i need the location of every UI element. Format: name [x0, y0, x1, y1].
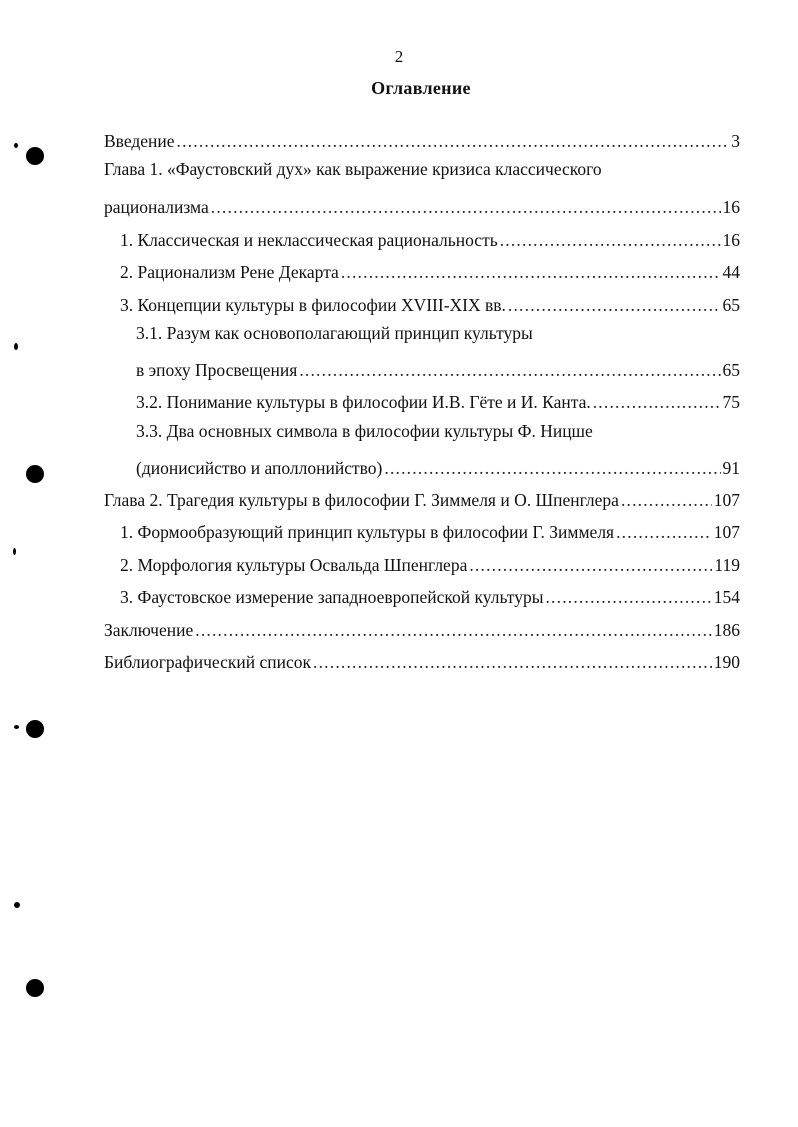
toc-leader: [616, 521, 712, 543]
toc-entry-page: 154: [713, 587, 740, 607]
scan-speck: [14, 343, 18, 350]
toc-entry-title: 1. Формообразующий принцип культуры в философии Г. Зиммеля: [120, 522, 615, 542]
toc-entry-subsection-3-1-line-2: [136, 355, 740, 381]
toc-leader: [195, 619, 712, 641]
toc-entry-title: 1. Классическая и неклассическая рациональность: [120, 230, 498, 250]
toc-entry-page: 75: [722, 392, 740, 412]
toc-entry-page: 65: [722, 295, 740, 315]
toc-entry-subsection-3-3-line-1: [136, 420, 740, 446]
toc-entry-title: 3.1. Разум как основополагающий принцип культуры: [136, 323, 533, 343]
toc-entry-page: 107: [713, 490, 740, 510]
toc-entry-section-2-2: [120, 550, 740, 576]
toc-leader: [545, 586, 711, 608]
toc-entry-page: 44: [722, 262, 740, 282]
toc-entry-section-1-2: [120, 257, 740, 283]
toc-entry-title: Глава 2. Трагедия культуры в философии Г. Зиммеля и О. Шпенглера: [104, 490, 619, 510]
page-number: 2: [394, 47, 404, 66]
toc-entry-page: 91: [722, 458, 740, 478]
scan-speck: [14, 143, 18, 148]
toc-leader: [211, 196, 721, 218]
toc-entry-title: (дионисийство и аполлонийство): [136, 458, 383, 478]
toc-entry-section-1-3: [120, 290, 740, 316]
toc-entry-title: 3. Фаустовское измерение западноевропейской культуры: [120, 587, 544, 607]
toc-leader: [621, 489, 712, 511]
toc-entry-section-2-1: [120, 517, 740, 543]
punch-hole-dot: [26, 147, 44, 165]
toc-leader: [469, 554, 712, 576]
toc-entry-title: 2. Рационализм Рене Декарта: [120, 262, 339, 282]
toc-leader: [341, 261, 721, 283]
toc-entry-page: 107: [713, 522, 740, 542]
scan-speck: [14, 725, 19, 729]
toc-leader: [177, 130, 730, 152]
toc-entry-subsection-3-1-line-1: [136, 322, 740, 348]
toc-entry-title: Заключение: [104, 620, 194, 640]
toc-entry-conclusion: [104, 615, 740, 641]
scan-speck: [14, 902, 20, 908]
toc-entry-title: 3.2. Понимание культуры в философии И.В. Гёте и И. Канта.: [136, 392, 591, 412]
toc-entry-title: Глава 1. «Фаустовский дух» как выражение кризиса классического: [104, 159, 602, 179]
toc-leader: [508, 294, 721, 316]
toc-entry-title: Введение: [104, 131, 175, 151]
punch-hole-dot: [26, 465, 44, 483]
toc-leader: [593, 391, 721, 413]
toc-entry-chapter-2: [104, 485, 740, 511]
scan-speck: [13, 548, 16, 555]
toc-entry-subsection-3-3-line-2: [136, 453, 740, 479]
punch-hole-dot: [26, 720, 44, 738]
toc-entry-page: 190: [713, 652, 740, 672]
toc-entry-title: 3. Концепции культуры в философии XVIII-XIX вв.: [120, 295, 506, 315]
toc-entry-chapter-1-line-2: [104, 192, 740, 218]
toc-entry-section-2-3: [120, 582, 740, 608]
toc-entry-title: Библиографический список: [104, 652, 312, 672]
toc-entry-page: 186: [713, 620, 740, 640]
toc-leader: [313, 651, 712, 673]
toc-entry-introduction: [104, 126, 740, 152]
toc-entry-page: 65: [722, 360, 740, 380]
toc-entry-title: 2. Морфология культуры Освальда Шпенглера: [120, 555, 468, 575]
toc-leader: [500, 229, 721, 251]
toc-entry-page: 3: [731, 131, 740, 151]
toc-entry-subsection-3-2: [136, 387, 740, 413]
toc-entry-page: 16: [722, 230, 740, 250]
toc-entry-bibliography: [104, 647, 740, 673]
toc-leader: [384, 457, 720, 479]
toc-entry-title: рационализма: [104, 197, 209, 217]
toc-entry-page: 119: [714, 555, 740, 575]
toc-entry-title: 3.3. Два основных символа в философии культуры Ф. Ницше: [136, 421, 593, 441]
toc-entry-section-1-1: [120, 225, 740, 251]
toc-entry-title: в эпоху Просвещения: [136, 360, 298, 380]
punch-hole-dot: [26, 979, 44, 997]
toc-leader: [299, 359, 720, 381]
toc-title: Оглавление: [371, 78, 471, 98]
toc-entry-page: 16: [722, 197, 740, 217]
toc-entry-chapter-1-line-1: [104, 158, 740, 184]
